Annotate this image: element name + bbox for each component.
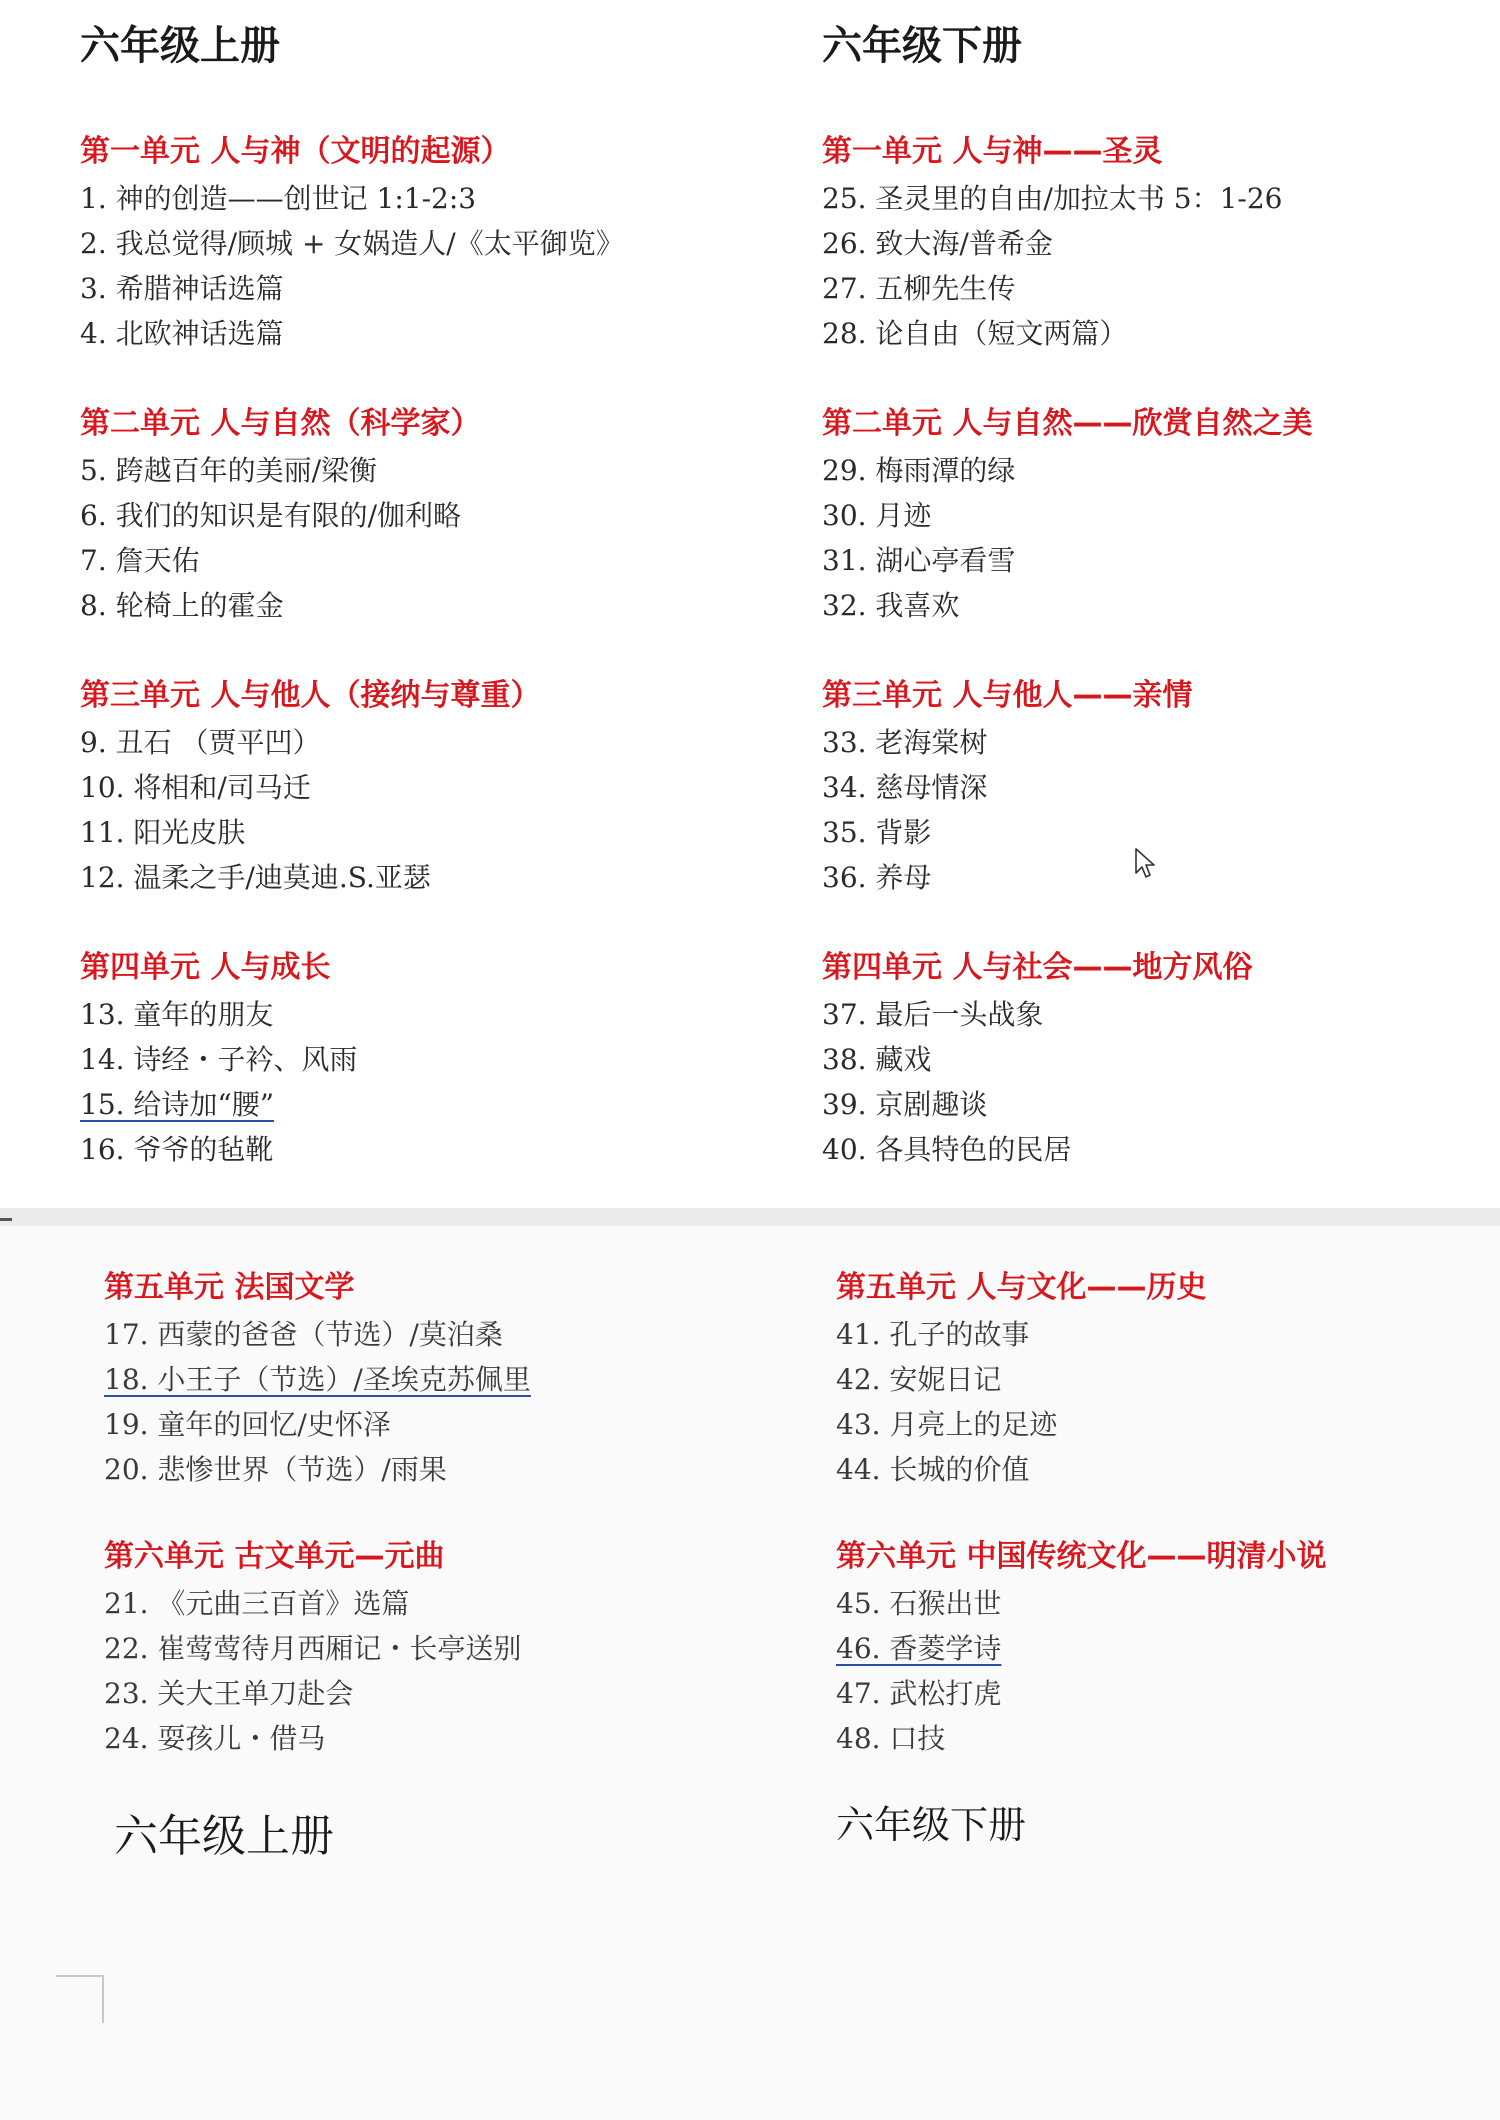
- lower-unit-2: [822, 400, 1500, 628]
- lesson-item: 40. 各具特色的民居: [822, 1133, 1072, 1166]
- lesson-item: 16. 爷爷的毡靴: [80, 1133, 274, 1166]
- lesson-item-text: 46. 香菱学诗: [836, 1632, 1002, 1665]
- lesson-item: 31. 湖心亭看雪: [822, 544, 1016, 577]
- lesson-item: 13. 童年的朋友: [80, 998, 274, 1031]
- upper-unit-4: [80, 944, 780, 1172]
- lower-unit-3: [822, 672, 1500, 900]
- unit-title: 第二单元 人与自然——欣赏自然之美: [822, 406, 1313, 441]
- lesson-item: 44. 长城的价值: [836, 1453, 1030, 1486]
- unit-title: 第六单元 中国传统文化——明清小说: [836, 1539, 1327, 1574]
- lesson-item: 1. 神的创造——创世记 1:1-2:3: [80, 182, 477, 215]
- lesson-item: 5. 跨越百年的美丽/梁衡: [80, 454, 378, 487]
- lesson-item: 3. 希腊神话选篇: [80, 272, 284, 305]
- unit-title: 第一单元 人与神——圣灵: [822, 134, 1163, 169]
- lesson-item: 10. 将相和/司马迁: [80, 771, 311, 804]
- unit-title: 第四单元 人与社会——地方风俗: [822, 950, 1253, 985]
- lower-unit-1: [822, 128, 1500, 356]
- lesson-item: 6. 我们的知识是有限的/伽利略: [80, 499, 462, 532]
- lesson-item: 9. 丑石 （贾平凹）: [80, 726, 321, 759]
- unit-title: 第三单元 人与他人——亲情: [822, 678, 1193, 713]
- lesson-item: 43. 月亮上的足迹: [836, 1408, 1058, 1441]
- lesson-item: 48. 口技: [836, 1722, 946, 1755]
- lesson-item: 39. 京剧趣谈: [822, 1088, 988, 1121]
- unit-title: 第一单元 人与神（文明的起源）: [80, 134, 511, 169]
- lesson-item: 21. 《元曲三百首》选篇: [104, 1587, 410, 1620]
- upper-footer-title: 六年级上册: [114, 1811, 334, 1862]
- upper-unit-1: [80, 128, 780, 356]
- lesson-item: 41. 孔子的故事: [836, 1318, 1030, 1351]
- lesson-item: 28. 论自由（短文两篇）: [822, 317, 1128, 350]
- lesson-item: 7. 詹天佑: [80, 544, 200, 577]
- lesson-item-underlined: [80, 1082, 780, 1127]
- upper-unit-5: [104, 1264, 804, 1492]
- lesson-item: 14. 诗经・子衿、风雨: [80, 1043, 358, 1076]
- unit-title: 第五单元 法国文学: [104, 1270, 355, 1305]
- lesson-item: 36. 养母: [822, 861, 932, 894]
- lesson-item: 47. 武松打虎: [836, 1677, 1002, 1710]
- unit-title: 第四单元 人与成长: [80, 950, 331, 985]
- page-break-marker: [0, 1218, 12, 1221]
- lesson-item: 26. 致大海/普希金: [822, 227, 1053, 260]
- lesson-item: 35. 背影: [822, 816, 932, 849]
- lesson-item: 37. 最后一头战象: [822, 998, 1044, 1031]
- lesson-item: 42. 安妮日记: [836, 1363, 1002, 1396]
- mouse-cursor-icon: [1134, 847, 1158, 881]
- lesson-item: 8. 轮椅上的霍金: [80, 589, 284, 622]
- upper-unit-3: [80, 672, 780, 900]
- lesson-item: 12. 温柔之手/迪莫迪.S.亚瑟: [80, 861, 431, 894]
- lesson-item: 32. 我喜欢: [822, 589, 960, 622]
- lesson-item-text: 15. 给诗加“腰”: [80, 1088, 275, 1121]
- page-separator: [0, 1208, 1500, 1226]
- lesson-item: 45. 石猴出世: [836, 1587, 1002, 1620]
- lesson-item-underlined: [836, 1626, 1500, 1671]
- lesson-item: 34. 慈母情深: [822, 771, 988, 804]
- lesson-item: 2. 我总觉得/顾城 + 女娲造人/《太平御览》: [80, 227, 624, 260]
- upper-grade-title: 六年级上册: [80, 23, 280, 69]
- page-corner-marker: [56, 1975, 104, 2023]
- lesson-item-text: 18. 小王子（节选）/圣埃克苏佩里: [104, 1363, 531, 1396]
- upper-unit-6: [104, 1533, 804, 1761]
- lesson-item: 24. 耍孩儿・借马: [104, 1722, 326, 1755]
- lesson-item: 33. 老海棠树: [822, 726, 988, 759]
- lesson-item: 19. 童年的回忆/史怀泽: [104, 1408, 391, 1441]
- upper-unit-2: [80, 400, 780, 628]
- unit-title: 第三单元 人与他人（接纳与尊重）: [80, 678, 541, 713]
- unit-title: 第二单元 人与自然（科学家）: [80, 406, 481, 441]
- lesson-item: 30. 月迹: [822, 499, 932, 532]
- lesson-item: 17. 西蒙的爸爸（节选）/莫泊桑: [104, 1318, 503, 1351]
- lower-unit-5: [836, 1264, 1500, 1492]
- lower-unit-4: [822, 944, 1500, 1172]
- lesson-item: 27. 五柳先生传: [822, 272, 1016, 305]
- lower-footer-title: 六年级下册: [836, 1803, 1027, 1847]
- lower-unit-6: [836, 1533, 1500, 1761]
- lesson-item: 22. 崔莺莺待月西厢记・长亭送别: [104, 1632, 522, 1665]
- lesson-item-underlined: [104, 1357, 804, 1402]
- lesson-item: 38. 藏戏: [822, 1043, 932, 1076]
- lesson-item: 4. 北欧神话选篇: [80, 317, 284, 350]
- lesson-item: 20. 悲惨世界（节选）/雨果: [104, 1453, 447, 1486]
- unit-title: 第六单元 古文单元—元曲: [104, 1539, 445, 1574]
- lesson-item: 11. 阳光皮肤: [80, 816, 246, 849]
- lesson-item: 29. 梅雨潭的绿: [822, 454, 1016, 487]
- lesson-item: 25. 圣灵里的自由/加拉太书 5：1-26: [822, 182, 1283, 215]
- unit-title: 第五单元 人与文化——历史: [836, 1270, 1207, 1305]
- lower-grade-title: 六年级下册: [822, 23, 1022, 69]
- lesson-item: 23. 关大王单刀赴会: [104, 1677, 354, 1710]
